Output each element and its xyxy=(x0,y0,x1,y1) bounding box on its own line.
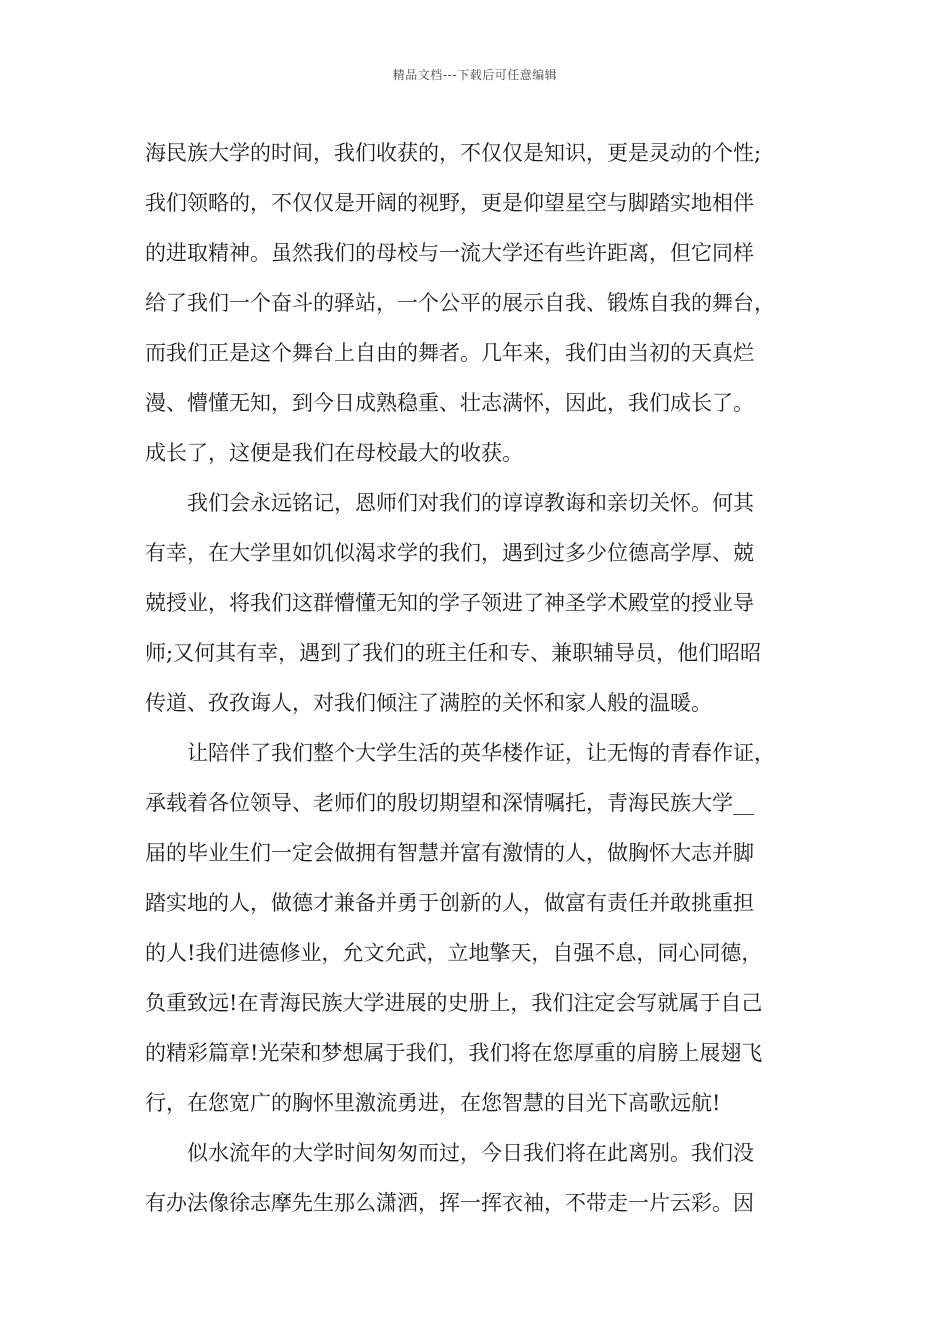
text-line: 给了我们一个奋斗的驿站，一个公平的展示自我、锻炼自我的舞台， xyxy=(145,291,775,315)
text-line: 有办法像徐志摩先生那么潇洒，挥一挥衣袖，不带走一片云彩。因 xyxy=(145,1191,754,1215)
text-line: 负重致远!在青海民族大学进展的史册上，我们注定会写就属于自己 xyxy=(145,991,763,1015)
paragraph-first-line: 我们会永远铭记，恩师们对我们的谆谆教诲和亲切关怀。何其 xyxy=(187,491,754,515)
text-line: 传道、孜孜诲人，对我们倾注了满腔的关怀和家人般的温暖。 xyxy=(145,691,712,715)
page-header: 精品文档---下载后可任意编辑 xyxy=(392,68,558,82)
text-line: 海民族大学的时间，我们收获的，不仅仅是知识，更是灵动的个性; xyxy=(145,141,762,165)
text-line: 的进取精神。虽然我们的母校与一流大学还有些许距离，但它同样 xyxy=(145,241,754,265)
text-line: 的人!我们进德修业，允文允武，立地擎天，自强不息，同心同德， xyxy=(145,941,763,965)
paragraph-first-line: 似水流年的大学时间匆匆而过，今日我们将在此离别。我们没 xyxy=(187,1141,754,1165)
text-line: 我们领略的，不仅仅是开阔的视野，更是仰望星空与脚踏实地相伴 xyxy=(145,191,754,215)
text-line: 的精彩篇章!光荣和梦想属于我们，我们将在您厚重的肩膀上展翅飞 xyxy=(145,1041,763,1065)
text-line: 届的毕业生们一定会做拥有智慧并富有激情的人，做胸怀大志并脚 xyxy=(145,841,754,865)
text-line: 漫、懵懂无知，到今日成熟稳重、壮志满怀，因此，我们成长了。 xyxy=(145,391,754,415)
paragraph-first-line: 让陪伴了我们整个大学生活的英华楼作证，让无悔的青春作证， xyxy=(187,741,775,765)
text-line: 承载着各位领导、老师们的殷切期望和深情嘱托，青海民族大学__ xyxy=(145,791,754,815)
document-body xyxy=(145,128,810,1228)
text-line: 兢授业，将我们这群懵懂无知的学子领进了神圣学术殿堂的授业导 xyxy=(145,591,754,615)
text-line: 成长了，这便是我们在母校最大的收获。 xyxy=(145,441,523,465)
text-line: 师;又何其有幸，遇到了我们的班主任和专、兼职辅导员，他们昭昭 xyxy=(145,641,762,665)
text-line: 踏实地的人，做德才兼备并勇于创新的人，做富有责任并敢挑重担 xyxy=(145,891,754,915)
text-line: 而我们正是这个舞台上自由的舞者。几年来，我们由当初的天真烂 xyxy=(145,341,754,365)
text-line: 行，在您宽广的胸怀里激流勇进，在您智慧的目光下高歌远航! xyxy=(145,1091,721,1115)
text-line: 有幸，在大学里如饥似渴求学的我们，遇到过多少位德高学厚、兢 xyxy=(145,541,754,565)
